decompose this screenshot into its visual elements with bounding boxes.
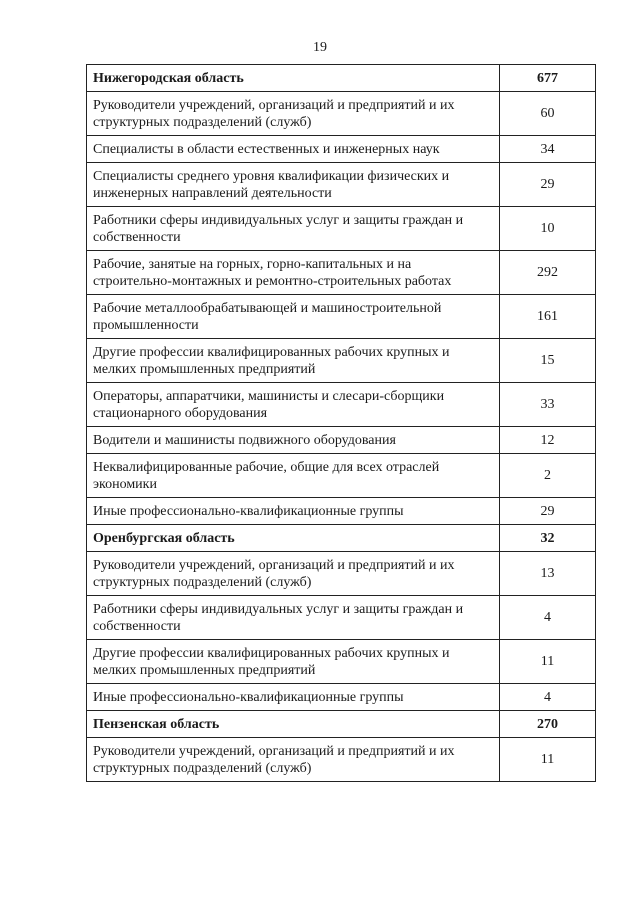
table-row (87, 640, 596, 684)
table-row (87, 295, 596, 339)
occupation-name: Рабочие, занятые на горных, горно-капитальных и на строительно-монтажных и ремонтно-строительных работах (87, 251, 500, 295)
occupation-name: Операторы, аппаратчики, машинисты и слесари-сборщики стационарного оборудования (87, 383, 500, 427)
table-row (87, 163, 596, 207)
occupation-count: 292 (500, 251, 596, 295)
occupation-table-grid (86, 64, 596, 782)
occupation-table (86, 64, 596, 782)
table-row (87, 339, 596, 383)
occupation-count: 11 (500, 640, 596, 684)
occupation-name: Руководители учреждений, организаций и предприятий и их структурных подразделений (служб) (87, 738, 500, 782)
region-total: 32 (500, 525, 596, 552)
table-row (87, 136, 596, 163)
region-total: 270 (500, 711, 596, 738)
occupation-count: 29 (500, 498, 596, 525)
occupation-count: 4 (500, 596, 596, 640)
table-row (87, 552, 596, 596)
occupation-name: Водители и машинисты подвижного оборудования (87, 427, 500, 454)
occupation-name: Иные профессионально-квалификационные группы (87, 498, 500, 525)
table-row (87, 427, 596, 454)
occupation-name: Специалисты в области естественных и инженерных наук (87, 136, 500, 163)
occupation-count: 33 (500, 383, 596, 427)
region-name: Оренбургская область (87, 525, 500, 552)
page-number: 19 (313, 40, 327, 55)
region-row (87, 525, 596, 552)
occupation-count: 13 (500, 552, 596, 596)
table-row (87, 498, 596, 525)
occupation-count: 34 (500, 136, 596, 163)
table-row (87, 92, 596, 136)
occupation-name: Неквалифицированные рабочие, общие для всех отраслей экономики (87, 454, 500, 498)
occupation-count: 4 (500, 684, 596, 711)
table-row (87, 596, 596, 640)
occupation-name: Специалисты среднего уровня квалификации физических и инженерных направлений деятельности (87, 163, 500, 207)
occupation-name: Работники сферы индивидуальных услуг и защиты граждан и собственности (87, 596, 500, 640)
occupation-name: Руководители учреждений, организаций и предприятий и их структурных подразделений (служб) (87, 552, 500, 596)
region-row (87, 65, 596, 92)
occupation-count: 161 (500, 295, 596, 339)
table-body (87, 65, 596, 782)
occupation-count: 10 (500, 207, 596, 251)
region-name: Пензенская область (87, 711, 500, 738)
region-row (87, 711, 596, 738)
table-row (87, 684, 596, 711)
occupation-count: 29 (500, 163, 596, 207)
occupation-count: 60 (500, 92, 596, 136)
occupation-name: Другие профессии квалифицированных рабочих крупных и мелких промышленных предприятий (87, 339, 500, 383)
table-row (87, 738, 596, 782)
occupation-name: Иные профессионально-квалификационные группы (87, 684, 500, 711)
table-row (87, 207, 596, 251)
table-row (87, 454, 596, 498)
occupation-name: Руководители учреждений, организаций и предприятий и их структурных подразделений (служб) (87, 92, 500, 136)
occupation-count: 12 (500, 427, 596, 454)
occupation-name: Рабочие металлообрабатывающей и машиностроительной промышленности (87, 295, 500, 339)
region-name: Нижегородская область (87, 65, 500, 92)
occupation-name: Работники сферы индивидуальных услуг и защиты граждан и собственности (87, 207, 500, 251)
occupation-count: 15 (500, 339, 596, 383)
occupation-name: Другие профессии квалифицированных рабочих крупных и мелких промышленных предприятий (87, 640, 500, 684)
region-total: 677 (500, 65, 596, 92)
occupation-count: 11 (500, 738, 596, 782)
table-row (87, 251, 596, 295)
occupation-count: 2 (500, 454, 596, 498)
table-row (87, 383, 596, 427)
